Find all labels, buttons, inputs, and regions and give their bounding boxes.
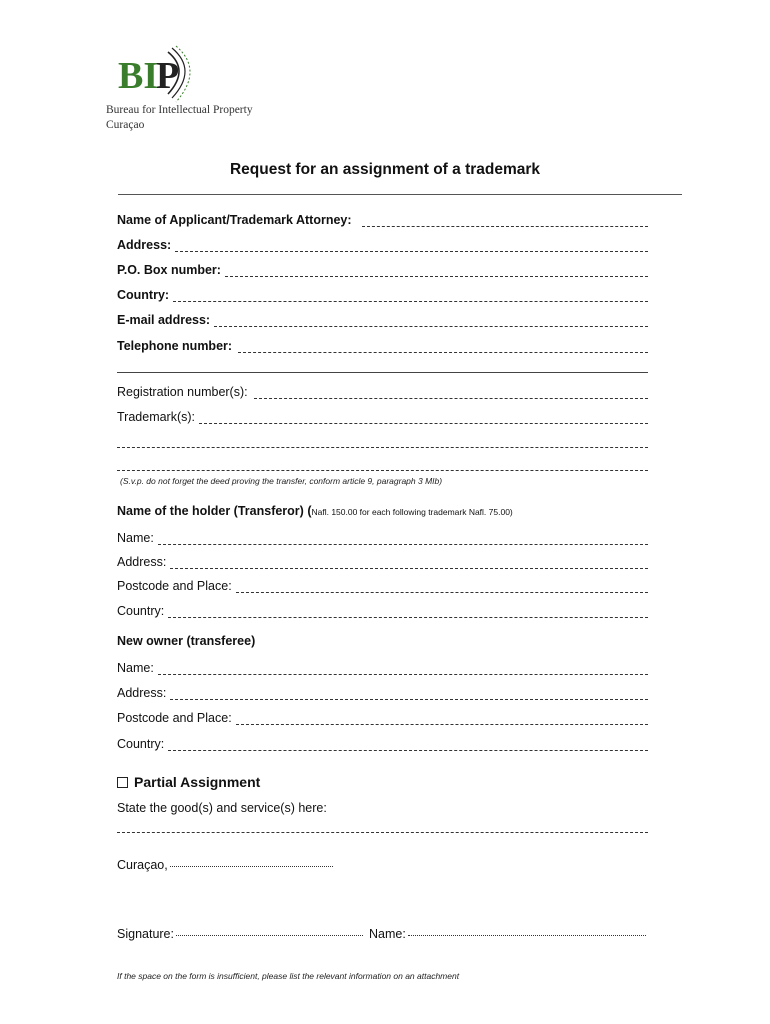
extra-fill-line[interactable] <box>117 470 648 471</box>
applicant-address-field[interactable] <box>117 235 648 255</box>
footer-note: If the space on the form is insufficient, please list the relevant information on an attachment <box>117 971 460 981</box>
fill-line[interactable] <box>158 674 648 675</box>
field-label: Name of Applicant/Trademark Attorney: <box>117 213 352 227</box>
fill-line[interactable] <box>170 568 648 569</box>
applicant-country-field[interactable] <box>117 285 648 305</box>
holder-name-field[interactable] <box>117 528 648 548</box>
holder-heading-paren: ( <box>303 504 312 518</box>
fee-note: Nafl. 150.00 for each following trademark Nafl. 75.00) <box>311 507 513 517</box>
fill-line[interactable] <box>236 592 648 593</box>
partial-assignment-checkbox[interactable] <box>117 777 128 788</box>
holder-country-field[interactable] <box>117 601 648 621</box>
field-label: Telephone number: <box>117 339 233 353</box>
fill-line[interactable] <box>236 724 648 725</box>
place-field[interactable] <box>117 858 333 872</box>
place-fill-line[interactable] <box>170 866 333 867</box>
signer-name-field[interactable] <box>369 927 646 941</box>
page-title: Request for an assignment of a trademark <box>229 161 541 178</box>
field-label: Name: <box>117 661 154 675</box>
field-label: Address: <box>117 238 172 252</box>
name-fill-line[interactable] <box>408 935 646 936</box>
signature-label: Signature: <box>117 927 174 941</box>
fill-line[interactable] <box>168 750 648 751</box>
svg-text:P: P <box>156 55 180 97</box>
field-label: Postcode and Place: <box>117 711 232 725</box>
field-label: P.O. Box number: <box>117 263 221 277</box>
fill-line[interactable] <box>158 544 648 545</box>
logo-line-1: Bureau for Intellectual Property <box>106 104 253 116</box>
new-owner-name-field[interactable] <box>117 658 648 678</box>
field-label: Postcode and Place: <box>117 579 232 593</box>
name-label: Name: <box>369 927 406 941</box>
field-label: Country: <box>117 604 165 618</box>
holder-postcode-field[interactable] <box>117 576 648 596</box>
field-label: Country: <box>117 737 165 751</box>
field-label: E-mail address: <box>117 313 211 327</box>
applicant-email-field[interactable] <box>117 310 648 330</box>
place-label: Curaçao, <box>117 858 168 872</box>
new-owner-postcode-field[interactable] <box>117 708 648 728</box>
field-label: Name: <box>117 531 154 545</box>
field-label: Address: <box>117 555 167 569</box>
field-label: Registration number(s): <box>117 385 248 399</box>
new-owner-address-field[interactable] <box>117 683 648 703</box>
bip-logo <box>106 44 276 139</box>
holder-heading <box>117 504 513 518</box>
fill-line[interactable] <box>225 276 648 277</box>
goods-services-fill-line[interactable] <box>117 832 648 833</box>
fill-line[interactable] <box>199 423 648 424</box>
fill-line[interactable] <box>254 398 648 399</box>
field-label: Country: <box>117 288 170 302</box>
field-label: Address: <box>117 686 167 700</box>
holder-heading-text: Name of the holder (Transferor) <box>117 504 304 518</box>
trademarks-field[interactable] <box>117 407 648 427</box>
fill-line[interactable] <box>175 251 648 252</box>
applicant-telephone-field[interactable] <box>117 336 648 356</box>
fill-line[interactable] <box>238 352 648 353</box>
signature-fill-line[interactable] <box>176 935 363 936</box>
signature-field[interactable] <box>117 927 363 941</box>
logo-line-2: Curaçao <box>106 119 145 131</box>
new-owner-heading: New owner (transferee) <box>117 634 256 648</box>
bip-logo-mark <box>116 44 206 104</box>
deed-note: (S.v.p. do not forget the deed proving the transfer, conform article 9, paragraph 3 MIb) <box>120 476 443 486</box>
new-owner-country-field[interactable] <box>117 734 648 754</box>
applicant-pobox-field[interactable] <box>117 260 648 280</box>
field-label: Trademark(s): <box>117 410 196 424</box>
fill-line[interactable] <box>170 699 648 700</box>
fill-line[interactable] <box>173 301 648 302</box>
fill-line[interactable] <box>362 226 648 227</box>
fill-line[interactable] <box>168 617 648 618</box>
title-divider <box>118 194 682 195</box>
applicant-name-field[interactable] <box>117 210 648 230</box>
partial-assignment-label: Partial Assignment <box>134 774 261 790</box>
section-divider <box>117 372 648 373</box>
svg-text:BI: BI <box>118 55 159 97</box>
registration-numbers-field[interactable] <box>117 382 648 402</box>
extra-fill-line[interactable] <box>117 447 648 448</box>
goods-services-label: State the good(s) and service(s) here: <box>117 801 327 815</box>
partial-assignment[interactable] <box>117 774 260 790</box>
holder-address-field[interactable] <box>117 552 648 572</box>
fill-line[interactable] <box>214 326 648 327</box>
